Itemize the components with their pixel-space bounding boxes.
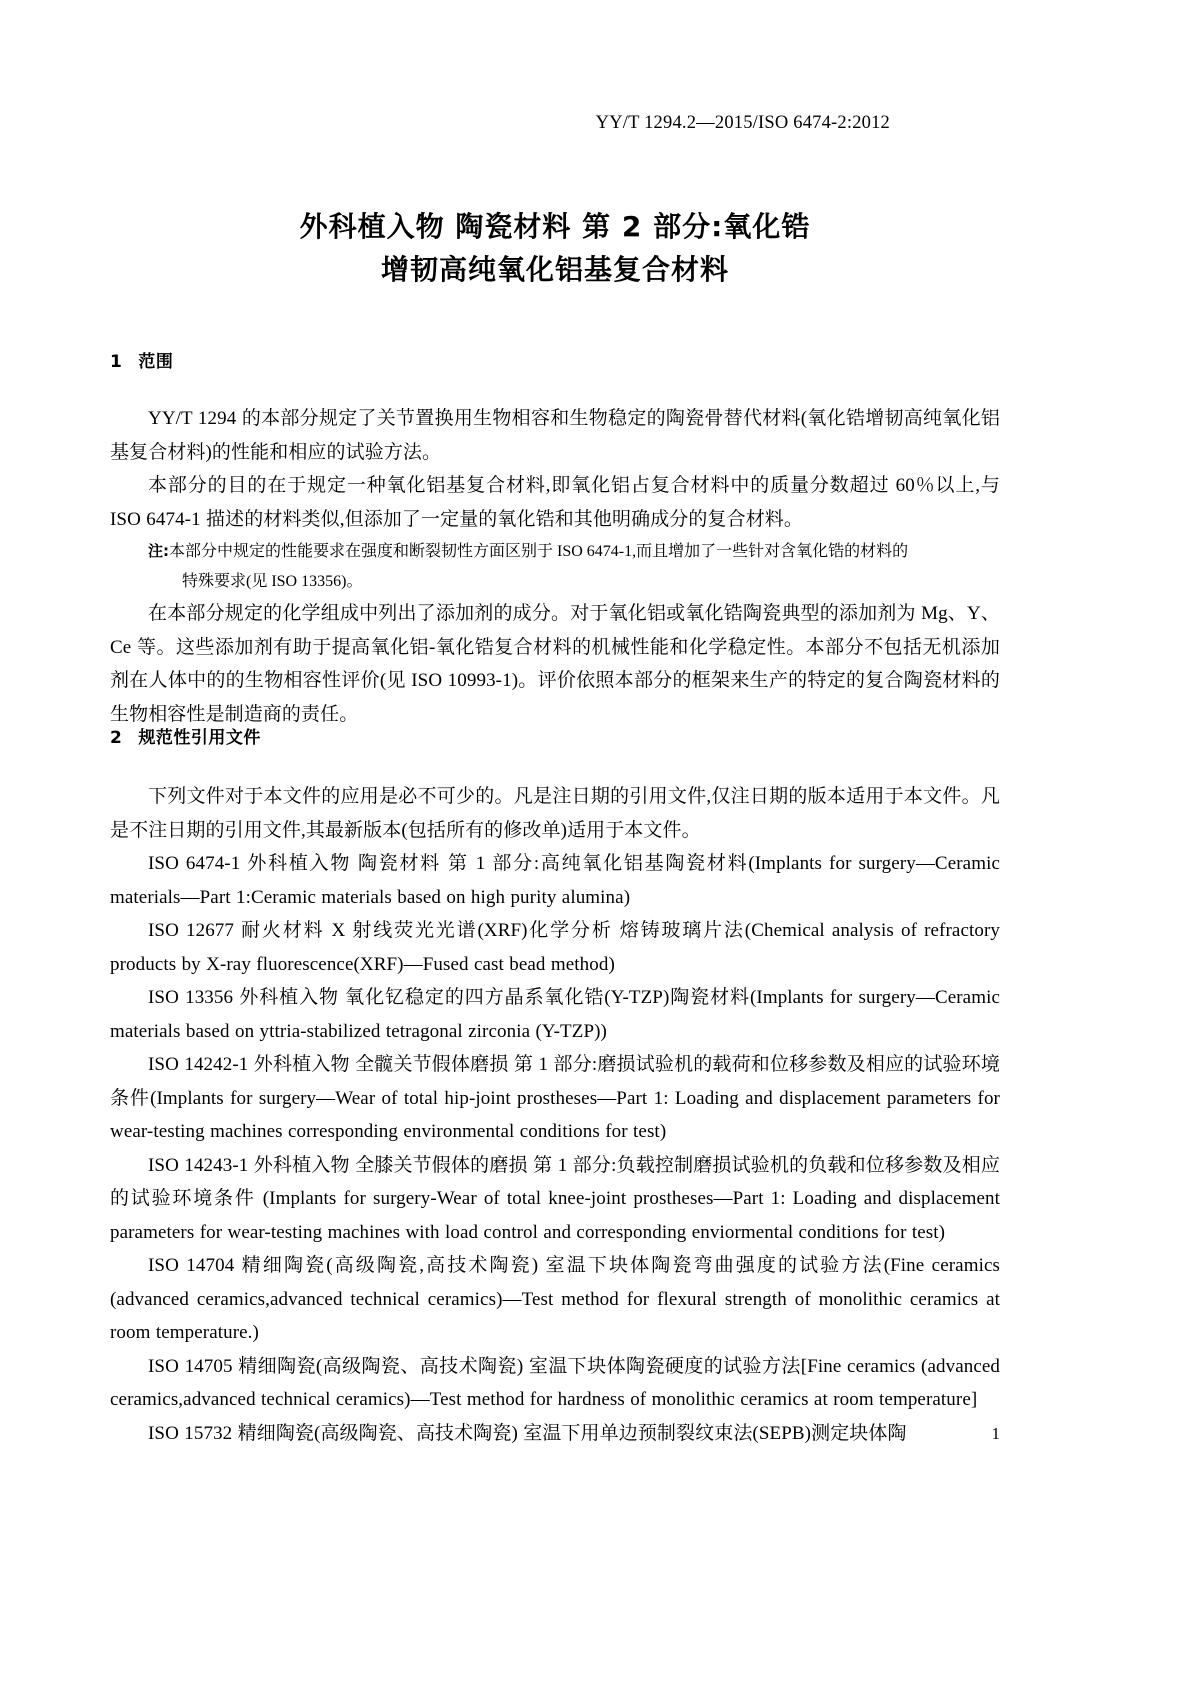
clause-1-note <box>110 536 1000 597</box>
clause-1-paragraph-3: 在本部分规定的化学组成中列出了添加剂的成分。对于氧化铝或氧化锆陶瓷典型的添加剂为 Mg、Y、Ce 等。这些添加剂有助于提高氧化铝-氧化锆复合材料的机械性能和化学稳定性。本部分不包括无机添加剂在人体中的的生物相容性评价(见 ISO 10993-1)。评价依照本部分的框架来生产的特定的复合陶瓷材料的生物相容性是制造商的责任。 <box>110 603 1000 725</box>
clause-1-paragraph-1: YY/T 1294 的本部分规定了关节置换用生物相容和生物稳定的陶瓷骨替代材料(氧化锆增韧高纯氧化铝基复合材料)的性能和相应的试验方法。 <box>110 408 1000 463</box>
clause-1-body <box>110 402 1000 731</box>
running-header <box>0 112 1191 134</box>
normative-reference-item: ISO 12677 耐火材料 X 射线荧光光谱(XRF)化学分析 熔铸玻璃片法(Chemical analysis of refractory products by X-ray fluorescence(XRF)—Fused cast bead method) <box>110 920 1000 975</box>
normative-reference-item: ISO 14704 精细陶瓷(高级陶瓷,高技术陶瓷) 室温下块体陶瓷弯曲强度的试验方法(Fine ceramics (advanced ceramics,advanced technical ceramics)—Test method for flexural strength of monolithic ceramics at room temperature.) <box>110 1255 1000 1343</box>
note-label: 注: <box>148 542 169 560</box>
clause-1-heading <box>110 347 173 372</box>
note-continuation: 特殊要求(见 ISO 13356)。 <box>182 573 363 590</box>
clause-2-intro: 下列文件对于本文件的应用是必不可少的。凡是注日期的引用文件,仅注日期的版本适用于本文件。凡是不注日期的引用文件,其最新版本(包括所有的修改单)适用于本文件。 <box>110 786 1000 841</box>
page-footer <box>110 1424 1000 1444</box>
page-title <box>110 205 1000 292</box>
clause-1-paragraph-2: 本部分的目的在于规定一种氧化铝基复合材料,即氧化铝占复合材料中的质量分数超过 60％以上,与 ISO 6474-1 描述的材料类似,但添加了一定量的氧化锆和其他明确成分的复合材料。 <box>110 475 1000 530</box>
normative-reference-item: ISO 14705 精细陶瓷(高级陶瓷、高技术陶瓷) 室温下块体陶瓷硬度的试验方法[Fine ceramics (advanced ceramics,advanced technical ceramics)—Test method for hardness of monolithic ceramics at room temperature] <box>110 1355 1000 1410</box>
clause-2-number: 2 <box>110 728 123 748</box>
normative-reference-item: ISO 14242-1 外科植入物 全髋关节假体磨损 第 1 部分:磨损试验机的载荷和位移参数及相应的试验环境条件(Implants for surgery—Wear of total hip-joint prostheses—Part 1: Loading and displacement parameters for wear-testing machines corresponding environmental conditions for test) <box>110 1054 1000 1142</box>
standard-reference: YY/T 1294.2—2015/ISO 6474-2:2012 <box>595 113 890 133</box>
clause-1-label: 范围 <box>138 352 174 372</box>
page-number: 1 <box>991 1424 1000 1443</box>
normative-reference-item: ISO 13356 外科植入物 氧化钇稳定的四方晶系氧化锆(Y-TZP)陶瓷材料(Implants for surgery—Ceramic materials based on yttria-stabilized tetragonal zirconia (Y-TZP)) <box>110 987 1000 1042</box>
normative-reference-item: ISO 15732 精细陶瓷(高级陶瓷、高技术陶瓷) 室温下用单边预制裂纹束法(SEPB)测定块体陶 <box>148 1422 907 1444</box>
clause-1-number: 1 <box>110 352 123 372</box>
note-text: 本部分中规定的性能要求在强度和断裂韧性方面区别于 ISO 6474-1,而且增加了一些针对含氧化锆的材料的 <box>169 543 909 560</box>
clause-2-heading <box>110 723 261 748</box>
clause-2-body <box>110 780 1000 1450</box>
title-line-2: 增韧高纯氧化铝基复合材料 <box>380 253 729 287</box>
normative-reference-item: ISO 6474-1 外科植入物 陶瓷材料 第 1 部分:高纯氧化铝基陶瓷材料(Implants for surgery—Ceramic materials—Part 1:Ceramic materials based on high purity alumina) <box>110 853 1000 908</box>
normative-reference-item: ISO 14243-1 外科植入物 全膝关节假体的磨损 第 1 部分:负载控制磨损试验机的负载和位移参数及相应的试验环境条件 (Implants for surgery-Wear of total knee-joint prostheses—Part 1: Loading and displacement parameters for wear-testing machines with load control and corresponding enviormental conditions for test) <box>110 1154 1000 1243</box>
clause-2-label: 规范性引用文件 <box>138 728 261 748</box>
title-line-1: 外科植入物 陶瓷材料 第 2 部分:氧化锆 <box>299 210 811 243</box>
